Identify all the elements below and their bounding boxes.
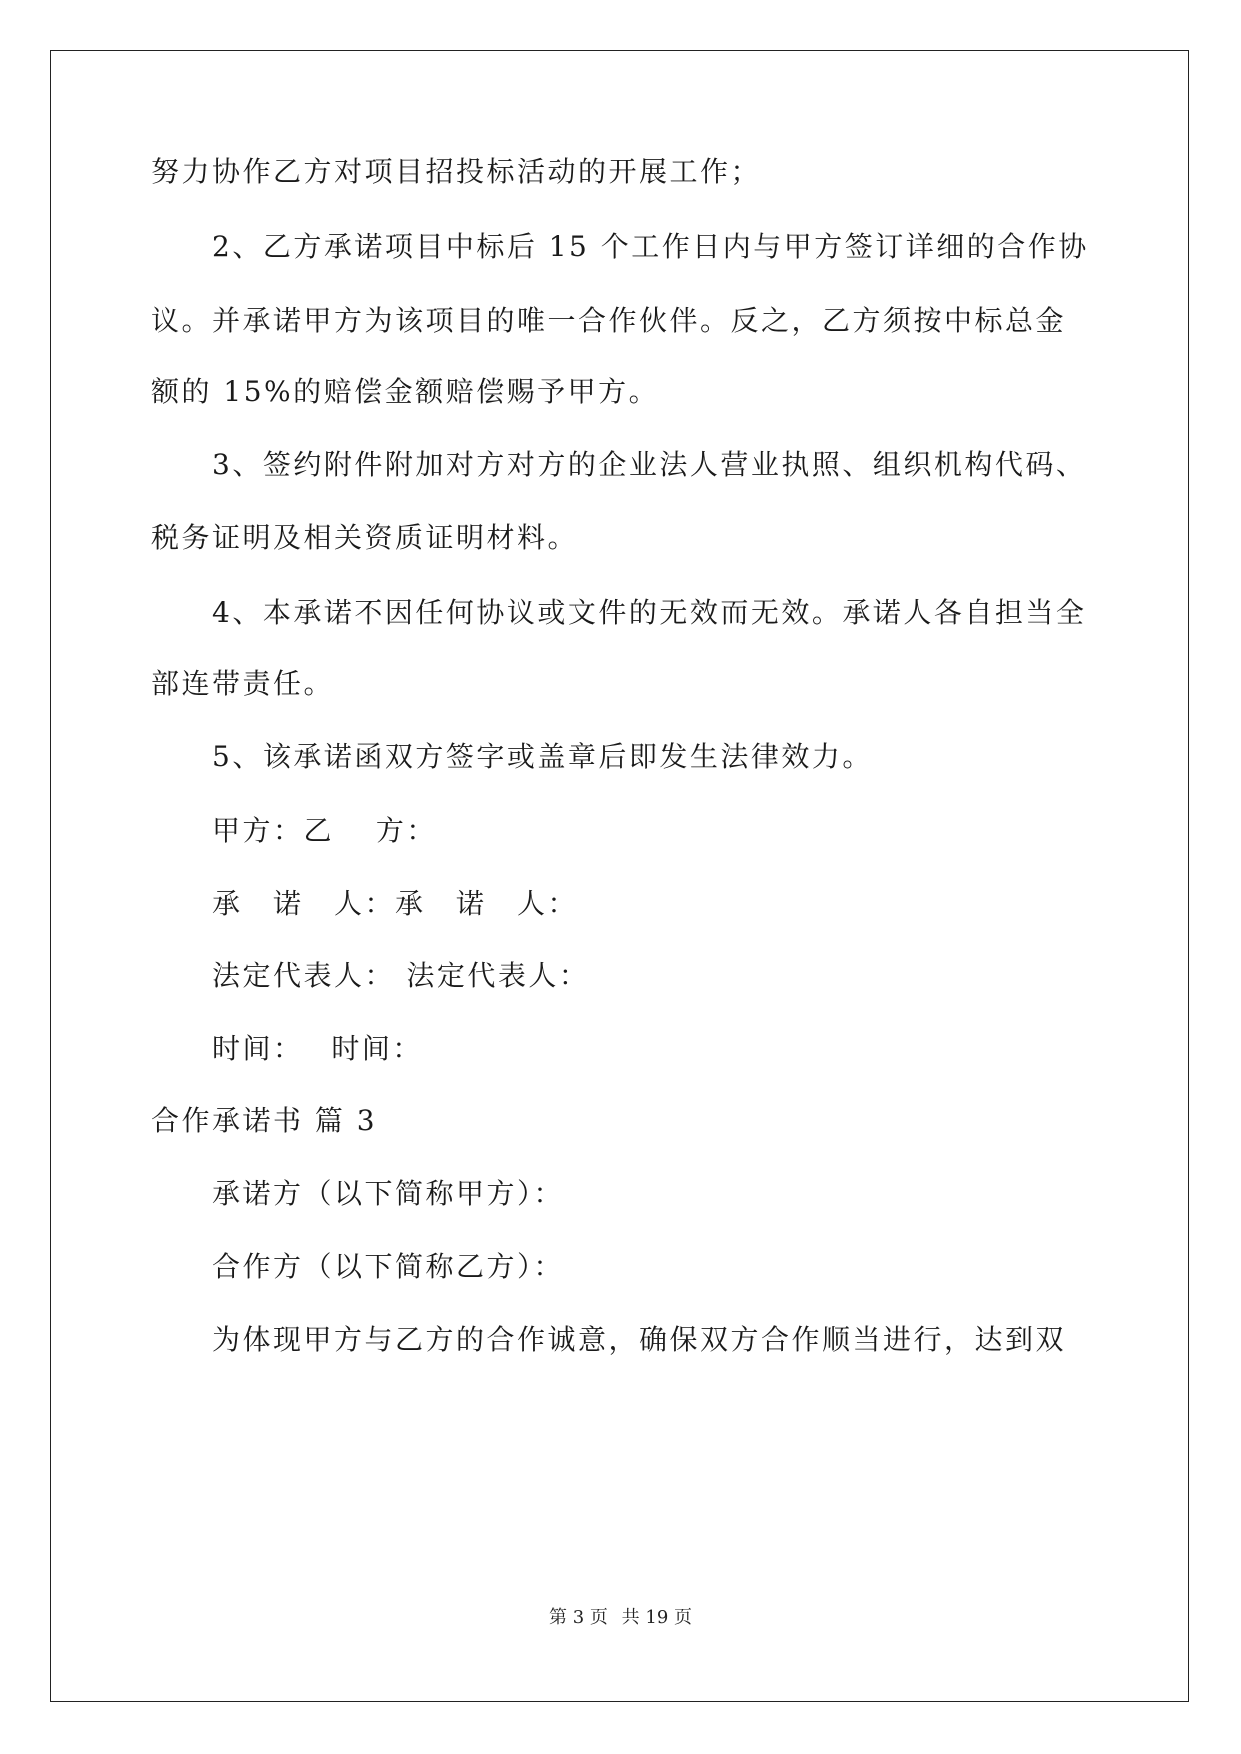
paragraph-line: 承诺方（以下简称甲方）： (212, 1177, 565, 1210)
signature-field: 甲方：乙 方： (212, 814, 437, 847)
paragraph-line: 4、本承诺不因任何协议或文件的无效而无效。承诺人各自担当全 (212, 596, 1087, 629)
signature-field: 时间： 时间： (212, 1032, 423, 1065)
paragraph-line: 议。并承诺甲方为该项目的唯一合作伙伴。反之，乙方须按中标总金 (151, 304, 1067, 337)
paragraph-line: 额的 15%的赔偿金额赔偿赐予甲方。 (151, 375, 660, 408)
paragraph-line: 税务证明及相关资质证明材料。 (151, 521, 579, 554)
page-border (50, 50, 1189, 1702)
section-heading: 合作承诺书 篇 3 (151, 1104, 378, 1137)
signature-field: 法定代表人： 法定代表人： (212, 959, 590, 992)
paragraph-line: 努力协作乙方对项目招投标活动的开展工作； (151, 155, 762, 188)
paragraph-line: 部连带责任。 (151, 667, 335, 700)
page-footer (0, 1603, 1241, 1629)
signature-field: 承 诺 人：承 诺 人： (212, 887, 579, 920)
page-number: 第 3 页 (549, 1607, 608, 1628)
paragraph-line: 2、乙方承诺项目中标后 15 个工作日内与甲方签订详细的合作协 (212, 230, 1089, 263)
paragraph-line: 5、该承诺函双方签字或盖章后即发生法律效力。 (212, 740, 873, 773)
paragraph-line: 3、签约附件附加对方对方的企业法人营业执照、组织机构代码、 (212, 448, 1087, 481)
paragraph-line: 合作方（以下简称乙方）： (212, 1250, 565, 1283)
page-total: 共 19 页 (621, 1607, 692, 1628)
paragraph-line: 为体现甲方与乙方的合作诚意，确保双方合作顺当进行，达到双 (212, 1323, 1067, 1356)
